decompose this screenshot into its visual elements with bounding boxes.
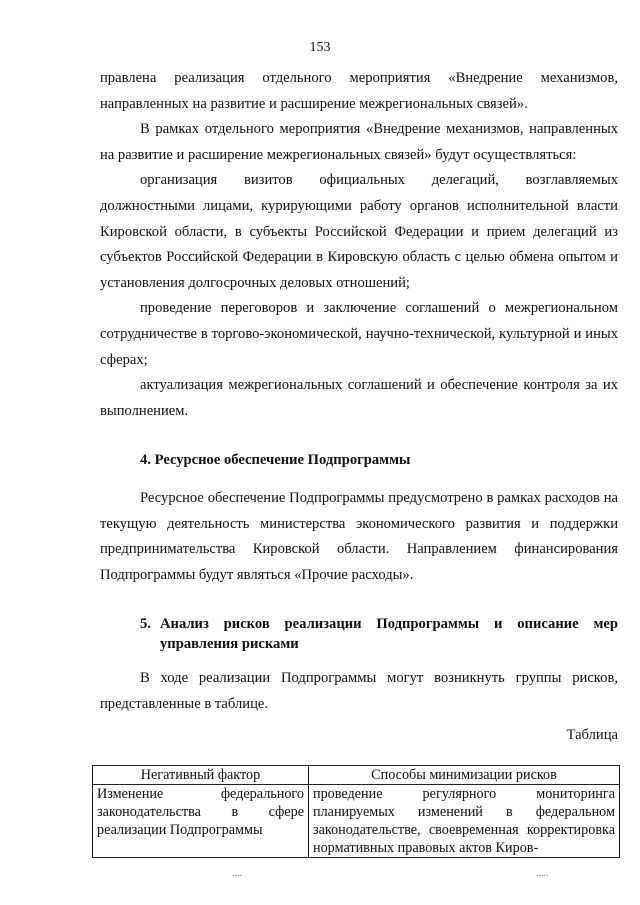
paragraph-activities-intro: В рамках отдельного мероприятия «Внедрение механизмов, направленных на развитие и расширение межрегиональных связей» будут осуществляться: [100, 121, 618, 163]
paragraph-continuation: правлена реализация отдельного мероприятия «Внедрение механизмов, направленных на развитие и расширение межрегиональных связей». [100, 70, 618, 112]
paragraph-negotiations: проведение переговоров и заключение соглашений о межрегиональном сотрудничестве в торгово-экономической, научно-технической, культурной и иных сферах; [100, 300, 618, 368]
section-5-number: 5. [140, 616, 151, 633]
footer-mark-right: ..... [536, 868, 549, 879]
table-header-row [93, 766, 620, 785]
section-4-text: Ресурсное обеспечение Подпрограммы предусмотрено в рамках расходов на текущую деятельность министерства экономического развития и поддержки предпринимательства Кировской области. Направлением финансирования Подпрограммы будут являться «Прочие расходы». [100, 489, 618, 583]
table-caption: Таблица [566, 727, 618, 744]
table-header-factor: Негативный фактор [93, 766, 309, 785]
table-cell-factor: Изменение федерального законодательства в сфере реализации Подпрограммы [93, 785, 309, 858]
section-5-heading [100, 614, 618, 654]
section-4-heading: 4. Ресурсное обеспечение Подпрограммы [140, 452, 411, 469]
section-5-title: Анализ рисков реализации Подпрограммы и описание мер управления рисками [160, 616, 618, 653]
table-row [93, 785, 620, 858]
table-cell-mitigation: проведение регулярного мониторинга планируемых изменений в федеральном законодательстве, своевременная корректировка нормативных правовых актов Киров- [309, 785, 620, 858]
table-header-mitigation: Способы минимизации рисков [309, 766, 620, 785]
document-body [100, 66, 618, 749]
page-number: 153 [309, 40, 331, 55]
risk-table [92, 765, 620, 858]
footer-mark-left: .... [232, 868, 242, 879]
section-5-text: В ходе реализации Подпрограммы могут возникнуть группы рисков, представленные в таблице. [100, 670, 618, 712]
paragraph-delegations: организация визитов официальных делегаций, возглавляемых должностными лицами, курирующими работу органов исполнительной власти Кировской области, в субъекты Российской Федерации и прием делегаций из субъектов Российской Федерации в Кировскую область с целью обмена опытом и установления долгосрочных деловых отношений; [100, 172, 618, 291]
paragraph-agreements: актуализация межрегиональных соглашений и обеспечение контроля за их выполнением. [100, 377, 618, 419]
